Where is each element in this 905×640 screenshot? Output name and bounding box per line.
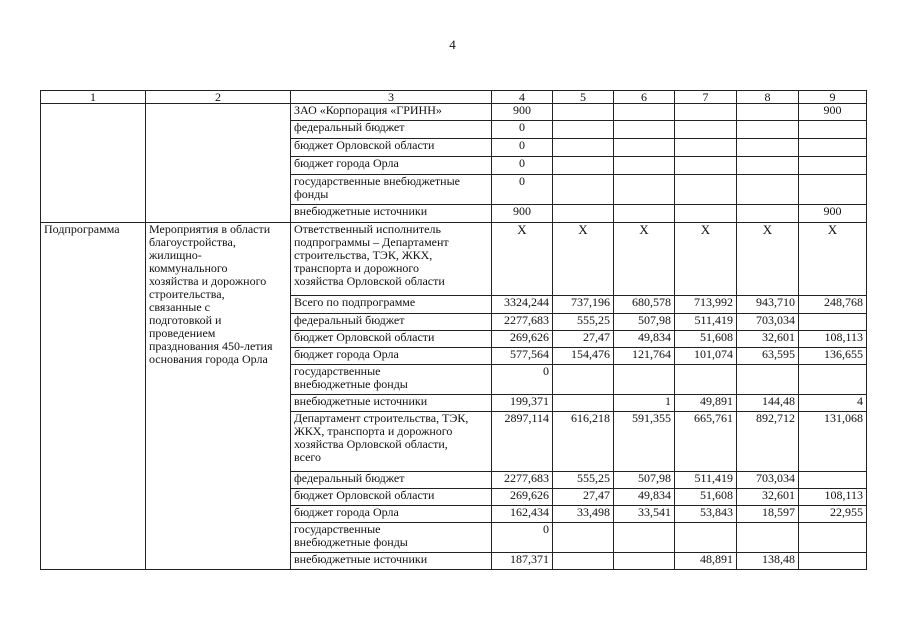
- value-cell: 51,608: [675, 489, 737, 506]
- value-cell: [614, 523, 675, 553]
- value-cell: 121,764: [614, 348, 675, 365]
- row-label-cell: [291, 506, 492, 523]
- value-cell: [675, 523, 737, 553]
- value-cell: 63,595: [737, 348, 799, 365]
- value-cell: 577,564: [492, 348, 553, 365]
- value-cell: 49,834: [614, 489, 675, 506]
- value-cell: [799, 121, 867, 139]
- row-label-line: фонды: [294, 187, 329, 201]
- value-cell: [799, 314, 867, 331]
- row-label-line: Департамент строительства, ТЭК,: [294, 411, 469, 425]
- subprogram-title-line: строительства,: [149, 287, 225, 301]
- value-cell: 900: [492, 205, 553, 223]
- value-cell: 900: [799, 104, 867, 121]
- value-cell: 131,068: [799, 412, 867, 472]
- value-cell: 27,47: [553, 489, 614, 506]
- value-cell: 53,843: [675, 506, 737, 523]
- row-label-line: бюджет города Орла: [294, 505, 399, 519]
- page-number: 4: [449, 37, 456, 52]
- header-cell: 9: [799, 91, 867, 104]
- value-cell: 0: [492, 157, 553, 175]
- empty-cell: [41, 104, 146, 223]
- empty-cell: [146, 104, 291, 223]
- row-label-line: всего: [294, 450, 322, 464]
- value-cell: [614, 139, 675, 157]
- row-label-line: внебюджетные фонды: [294, 535, 408, 549]
- value-cell: [614, 157, 675, 175]
- value-cell: [737, 175, 799, 205]
- value-cell: 555,25: [553, 314, 614, 331]
- row-label-line: внебюджетные фонды: [294, 377, 408, 391]
- value-cell: X: [675, 223, 737, 296]
- value-cell: [737, 157, 799, 175]
- value-cell: 616,218: [553, 412, 614, 472]
- value-cell: [799, 523, 867, 553]
- value-cell: 136,655: [799, 348, 867, 365]
- row-label-line: ЗАО «Корпорация «ГРИНН»: [294, 103, 442, 117]
- value-cell: X: [492, 223, 553, 296]
- subprogram-title-line: празднования 450-летия: [149, 339, 273, 353]
- row-label-line: государственные внебюджетные: [294, 174, 460, 188]
- row-label-cell: [291, 331, 492, 348]
- value-cell: [614, 205, 675, 223]
- value-cell: 108,113: [799, 331, 867, 348]
- value-cell: 22,955: [799, 506, 867, 523]
- row-label-cell: [291, 523, 492, 553]
- value-cell: 32,601: [737, 331, 799, 348]
- header-cell: 3: [291, 91, 492, 104]
- header-cell: 4: [492, 91, 553, 104]
- value-cell: 555,25: [553, 472, 614, 489]
- value-cell: 49,834: [614, 331, 675, 348]
- value-cell: 154,476: [553, 348, 614, 365]
- row-label-line: внебюджетные источники: [294, 394, 428, 408]
- value-cell: [614, 104, 675, 121]
- value-cell: 900: [799, 205, 867, 223]
- value-cell: [553, 157, 614, 175]
- subprogram-title-line: благоустройства,: [149, 235, 236, 249]
- row-label-cell: [291, 223, 492, 296]
- header-cell: 1: [41, 91, 146, 104]
- row-label-line: Ответственный исполнитель: [294, 222, 441, 236]
- subprogram-title-line: основания города Орла: [149, 352, 268, 366]
- row-label-cell: [291, 395, 492, 412]
- value-cell: [553, 104, 614, 121]
- value-cell: 737,196: [553, 296, 614, 314]
- row-label-cell: [291, 314, 492, 331]
- value-cell: 900: [492, 104, 553, 121]
- value-cell: 101,074: [675, 348, 737, 365]
- value-cell: 0: [492, 175, 553, 205]
- row-label-line: хозяйства Орловской области,: [294, 437, 448, 451]
- value-cell: 4: [799, 395, 867, 412]
- value-cell: X: [553, 223, 614, 296]
- value-cell: 49,891: [675, 395, 737, 412]
- value-cell: [737, 523, 799, 553]
- value-cell: [799, 157, 867, 175]
- value-cell: 51,608: [675, 331, 737, 348]
- value-cell: 511,419: [675, 314, 737, 331]
- value-cell: 665,761: [675, 412, 737, 472]
- value-cell: 269,626: [492, 489, 553, 506]
- value-cell: X: [799, 223, 867, 296]
- row-label-line: бюджет Орловской области: [294, 138, 435, 152]
- value-cell: 511,419: [675, 472, 737, 489]
- value-cell: 1: [614, 395, 675, 412]
- row-label-line: транспорта и дорожного: [294, 261, 420, 275]
- value-cell: [675, 205, 737, 223]
- value-cell: [553, 395, 614, 412]
- value-cell: 33,498: [553, 506, 614, 523]
- value-cell: 2277,683: [492, 472, 553, 489]
- value-cell: [553, 365, 614, 395]
- row-label-cell: [291, 412, 492, 472]
- value-cell: [737, 139, 799, 157]
- row-label-line: бюджет города Орла: [294, 156, 399, 170]
- row-label-line: бюджет Орловской области: [294, 330, 435, 344]
- value-cell: 269,626: [492, 331, 553, 348]
- row-label-cell: [291, 157, 492, 175]
- value-cell: 943,710: [737, 296, 799, 314]
- value-cell: 48,891: [675, 553, 737, 570]
- row-label-line: строительства, ТЭК, ЖКХ,: [294, 248, 433, 262]
- row-label-cell: [291, 175, 492, 205]
- value-cell: [553, 175, 614, 205]
- value-cell: 0: [492, 365, 553, 395]
- value-cell: [675, 104, 737, 121]
- header-cell: 5: [553, 91, 614, 104]
- table-row: [41, 104, 867, 121]
- value-cell: 0: [492, 523, 553, 553]
- value-cell: [553, 553, 614, 570]
- subprogram-title-line: связанные с: [149, 300, 210, 314]
- row-label-line: федеральный бюджет: [294, 471, 405, 485]
- row-label-cell: [291, 139, 492, 157]
- value-cell: [614, 553, 675, 570]
- value-cell: [799, 472, 867, 489]
- value-cell: 108,113: [799, 489, 867, 506]
- row-label-line: ЖКХ, транспорта и дорожного: [294, 424, 453, 438]
- value-cell: [799, 553, 867, 570]
- value-cell: 162,434: [492, 506, 553, 523]
- subprogram-type-label: Подпрограмма: [44, 222, 120, 236]
- value-cell: [737, 365, 799, 395]
- row-label-line: Всего по подпрограмме: [294, 295, 416, 309]
- row-label-line: государственные: [294, 364, 381, 378]
- value-cell: [675, 121, 737, 139]
- table-header: [41, 91, 867, 104]
- row-label-line: внебюджетные источники: [294, 552, 428, 566]
- value-cell: 713,992: [675, 296, 737, 314]
- row-label-line: бюджет города Орла: [294, 347, 399, 361]
- header-cell: 7: [675, 91, 737, 104]
- subprogram-type-cell: [41, 223, 146, 570]
- value-cell: 0: [492, 121, 553, 139]
- row-label-line: хозяйства Орловской области: [294, 274, 445, 288]
- row-label-line: федеральный бюджет: [294, 313, 405, 327]
- row-label-cell: [291, 348, 492, 365]
- value-cell: 680,578: [614, 296, 675, 314]
- subprogram-title-cell: [146, 223, 291, 570]
- subprogram-title-line: коммунального: [149, 261, 228, 275]
- value-cell: 0: [492, 139, 553, 157]
- value-cell: [675, 175, 737, 205]
- row-label-line: подпрограммы – Департамент: [294, 235, 449, 249]
- value-cell: 3324,244: [492, 296, 553, 314]
- value-cell: 2897,114: [492, 412, 553, 472]
- value-cell: 199,371: [492, 395, 553, 412]
- row-label-cell: [291, 104, 492, 121]
- row-label-line: бюджет Орловской области: [294, 488, 435, 502]
- value-cell: [614, 175, 675, 205]
- value-cell: X: [614, 223, 675, 296]
- row-label-cell: [291, 553, 492, 570]
- value-cell: [675, 365, 737, 395]
- value-cell: [737, 205, 799, 223]
- value-cell: [737, 121, 799, 139]
- header-cell: 2: [146, 91, 291, 104]
- budget-table: [40, 90, 867, 570]
- value-cell: [737, 104, 799, 121]
- subprogram-title-line: проведением: [149, 326, 216, 340]
- value-cell: 187,371: [492, 553, 553, 570]
- value-cell: [614, 365, 675, 395]
- value-cell: 892,712: [737, 412, 799, 472]
- value-cell: 248,768: [799, 296, 867, 314]
- value-cell: 507,98: [614, 314, 675, 331]
- value-cell: 703,034: [737, 472, 799, 489]
- row-label-cell: [291, 472, 492, 489]
- value-cell: 591,355: [614, 412, 675, 472]
- row-label-line: государственные: [294, 522, 381, 536]
- value-cell: [553, 523, 614, 553]
- subprogram-title-line: хозяйства и дорожного: [149, 274, 267, 288]
- row-label-cell: [291, 365, 492, 395]
- row-label-cell: [291, 205, 492, 223]
- header-cell: 8: [737, 91, 799, 104]
- value-cell: X: [737, 223, 799, 296]
- value-cell: [799, 175, 867, 205]
- value-cell: [675, 157, 737, 175]
- value-cell: [553, 139, 614, 157]
- value-cell: [799, 365, 867, 395]
- value-cell: [553, 121, 614, 139]
- value-cell: [675, 139, 737, 157]
- row-label-line: внебюджетные источники: [294, 204, 428, 218]
- value-cell: 33,541: [614, 506, 675, 523]
- value-cell: 32,601: [737, 489, 799, 506]
- row-label-cell: [291, 121, 492, 139]
- value-cell: 2277,683: [492, 314, 553, 331]
- value-cell: [614, 121, 675, 139]
- value-cell: [799, 139, 867, 157]
- value-cell: 703,034: [737, 314, 799, 331]
- value-cell: [553, 205, 614, 223]
- table-body: [41, 104, 867, 570]
- header-row: [41, 91, 867, 104]
- value-cell: 144,48: [737, 395, 799, 412]
- value-cell: 27,47: [553, 331, 614, 348]
- subprogram-title-line: Мероприятия в области: [149, 222, 271, 236]
- subprogram-title-line: жилищно-: [149, 248, 202, 262]
- value-cell: 138,48: [737, 553, 799, 570]
- row-label-cell: [291, 296, 492, 314]
- header-cell: 6: [614, 91, 675, 104]
- value-cell: 507,98: [614, 472, 675, 489]
- row-label-cell: [291, 489, 492, 506]
- row-label-line: федеральный бюджет: [294, 120, 405, 134]
- value-cell: 18,597: [737, 506, 799, 523]
- table-row: [41, 223, 867, 296]
- subprogram-title-line: подготовкой и: [149, 313, 222, 327]
